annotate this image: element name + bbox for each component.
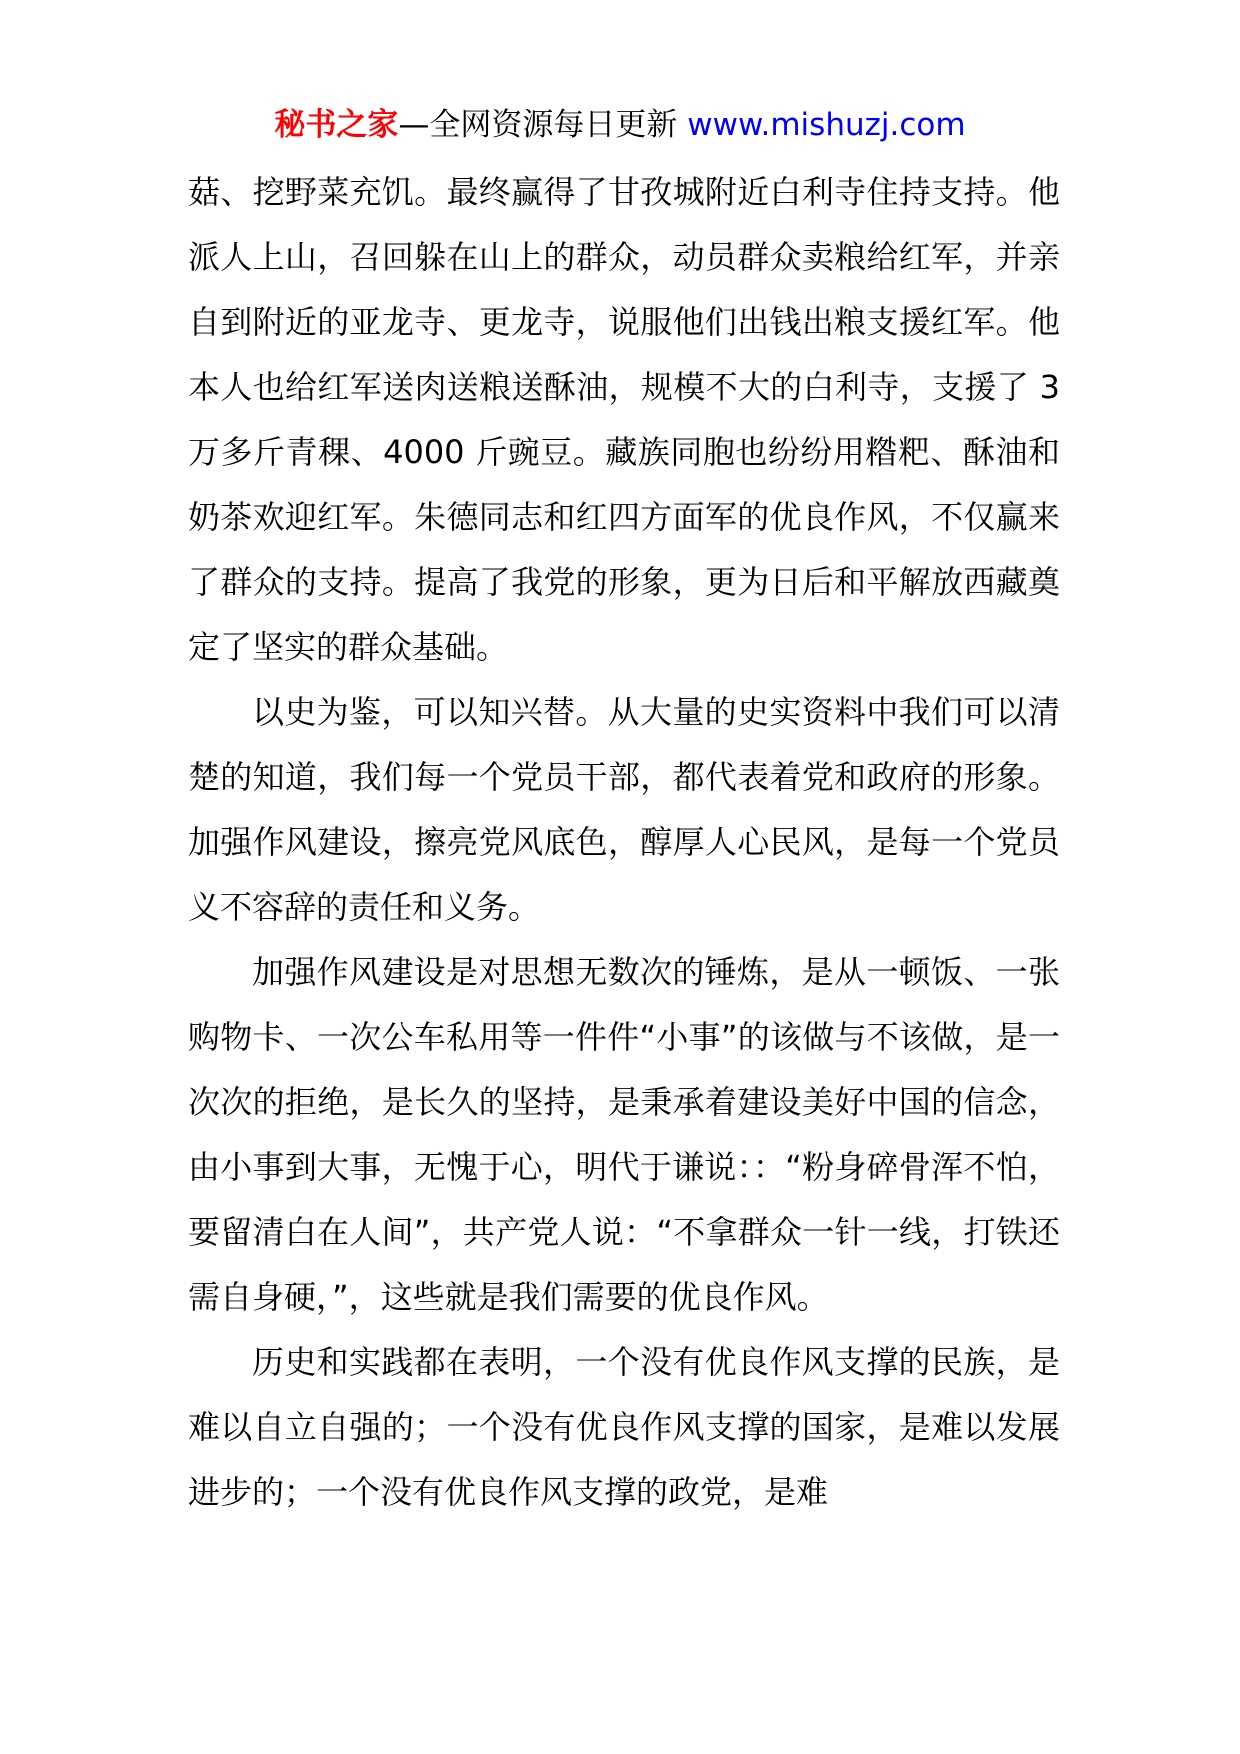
paragraph: 加强作风建设是对思想无数次的锤炼，是从一顿饭、一张购物卡、一次公车私用等一件件“小事”的该做与不该做，是一次次的拒绝，是长久的坚持，是秉承着建设美好中国的信念，由小事到大事，无愧于心，明代于谦说：：“粉身碎骨浑不怕，要留清白在人间”，共产党人说：“不拿群众一针一线，打铁还需自身硬，”，这些就是我们需要的优良作风。 xyxy=(188,953,1060,1316)
paragraph: 历史和实践都在表明，一个没有优良作风支撑的民族，是难以自立自强的；一个没有优良作风支撑的国家，是难以发展进步的；一个没有优良作风支撑的政党，是难 xyxy=(188,1343,1060,1511)
site-slogan: —全网资源每日更新 xyxy=(398,107,678,143)
document-body xyxy=(188,160,1060,1525)
paragraph: 以史为鉴，可以知兴替。从大量的史实资料中我们可以清楚的知道，我们每一个党员干部，都代表着党和政府的形象。加强作风建设，擦亮党风底色，醇厚人心民风，是每一个党员义不容辞的责任和义务。 xyxy=(188,693,1060,926)
site-brand: 秘书之家 xyxy=(274,107,399,143)
site-url-link[interactable]: www.mishuzj.com xyxy=(687,107,966,143)
page-header xyxy=(0,100,1240,150)
paragraph-continuation: 菇、挖野菜充饥。最终赢得了甘孜城附近白利寺住持支持。他派人上山，召回躲在山上的群众，动员群众卖粮给红军，并亲自到附近的亚龙寺、更龙寺，说服他们出钱出粮支援红军。他本人也给红军送肉送粮送酥油，规模不大的白利寺，支援了 3 万多斤青稞、4000 斤豌豆。藏族同胞也纷纷用糌粑、酥油和奶茶欢迎红军。朱德同志和红四方面军的优良作风，不仅赢来了群众的支持。提高了我党的形象，更为日后和平解放西藏奠定了坚实的群众基础。 xyxy=(188,173,1060,666)
